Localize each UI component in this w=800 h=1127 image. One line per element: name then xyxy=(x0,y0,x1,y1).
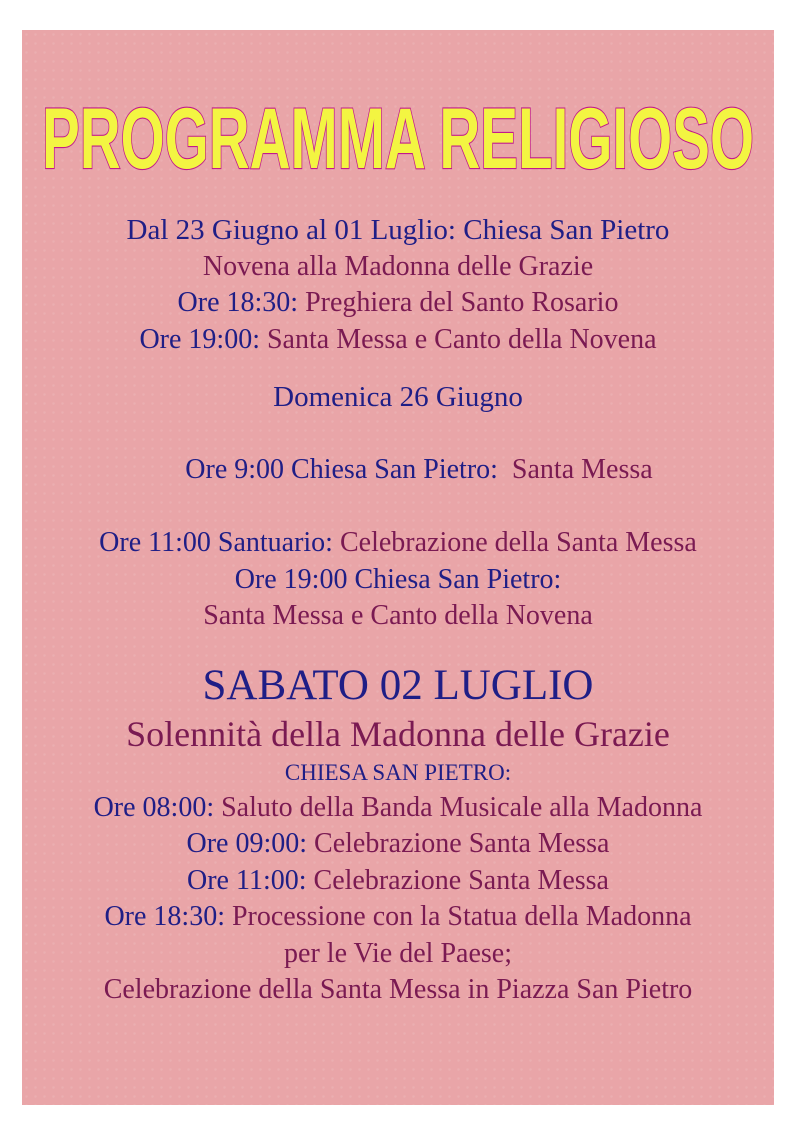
item-desc: Saluto della Banda Musicale alla Madonna xyxy=(221,791,703,823)
section3-item xyxy=(22,826,774,863)
item-time: Ore 9:00 Chiesa San Pietro: xyxy=(185,454,512,485)
item-time: Ore 19:00 Chiesa San Pietro: xyxy=(234,563,562,595)
item-desc: Processione con la Statua della Madonna xyxy=(231,901,692,932)
section3-continuation: per le Vie del Paese; xyxy=(284,937,512,969)
section3-item xyxy=(22,790,774,827)
item-desc: Celebrazione Santa Messa xyxy=(313,864,609,896)
item-time: Ore 08:00: xyxy=(93,791,222,823)
item-desc: Preghiera del Santo Rosario xyxy=(305,287,619,318)
section3-heading: SABATO 02 LUGLIO xyxy=(202,661,594,709)
section2-last-desc: Santa Messa e Canto della Novena xyxy=(203,600,593,631)
poster xyxy=(22,30,774,1105)
item-time: Ore 11:00: xyxy=(187,864,314,896)
section3-item xyxy=(22,899,774,936)
section2-item xyxy=(22,562,774,599)
section3-location: CHIESA SAN PIETRO: xyxy=(284,759,512,785)
section1-item xyxy=(22,322,774,359)
section1-item xyxy=(22,285,774,322)
item-time: Ore 18:30: xyxy=(104,901,232,932)
section3-item xyxy=(22,863,774,900)
section2-item xyxy=(22,416,774,526)
section1-heading: Dal 23 Giugno al 01 Luglio: Chiesa San Pietro xyxy=(126,214,670,246)
spacer xyxy=(22,635,774,660)
item-desc: Celebrazione della Santa Messa xyxy=(339,527,697,558)
item-desc: Santa Messa e Canto della Novena xyxy=(266,323,657,355)
spacer xyxy=(22,358,774,379)
program-content xyxy=(22,212,774,1009)
section2-heading: Domenica 26 Giugno xyxy=(273,381,523,413)
poster-title: PROGRAMMA RELIGIOSO xyxy=(42,91,754,187)
section3-continuation: Celebrazione della Santa Messa in Piazza San Pietro xyxy=(103,974,693,1005)
item-time: Ore 09:00: xyxy=(186,828,315,859)
item-desc: Santa Messa xyxy=(511,454,653,485)
item-time: Ore 18:30: xyxy=(177,287,306,318)
section1-subtitle: Novena alla Madonna delle Grazie xyxy=(202,250,594,282)
title-banner xyxy=(22,30,774,200)
item-time: Ore 11:00 Santuario: xyxy=(99,527,340,558)
section2-item xyxy=(22,525,774,562)
section3-subtitle: Solennità della Madonna delle Grazie xyxy=(126,713,670,754)
item-time: Ore 19:00: xyxy=(139,323,267,355)
item-desc: Celebrazione Santa Messa xyxy=(314,828,610,859)
